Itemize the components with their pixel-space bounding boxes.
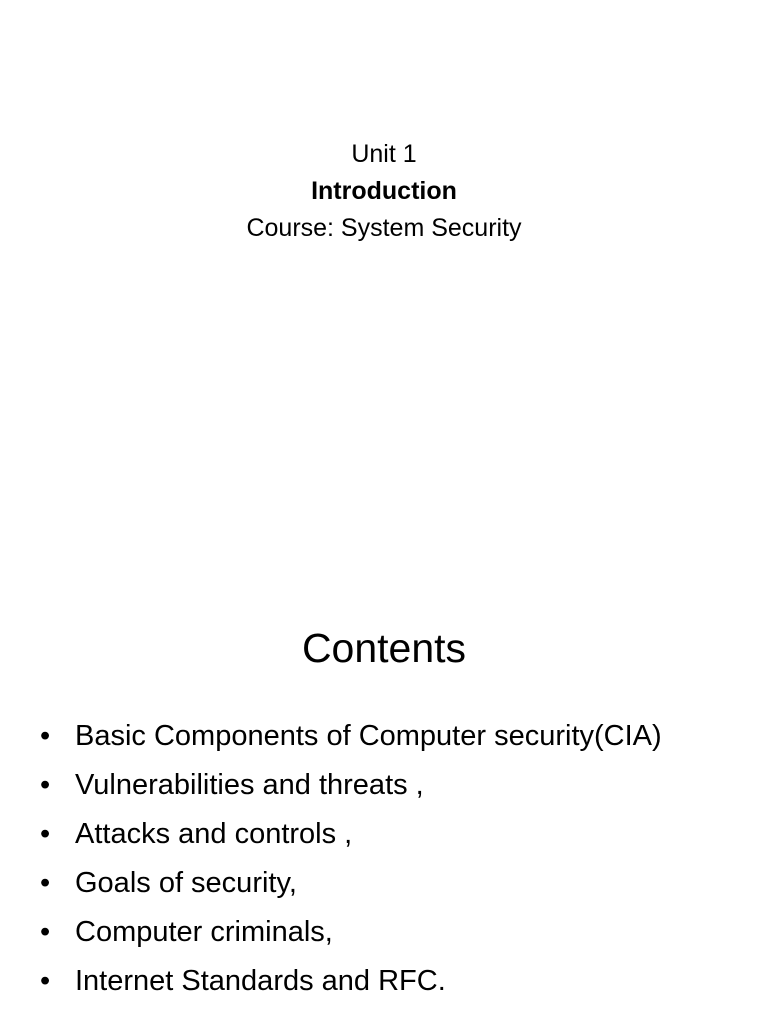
course-label: Course: System Security [246,214,522,242]
bullet-icon: • [40,916,51,948]
contents-list [40,712,760,1006]
list-item [40,810,760,859]
title-block [0,136,768,247]
contents-title: Contents [301,625,467,671]
list-item-text: Goals of security, [75,867,297,899]
bullet-icon: • [40,965,51,997]
list-item [40,957,760,1006]
bullet-icon: • [40,867,51,899]
list-item-text: Internet Standards and RFC. [75,965,446,997]
bullet-icon: • [40,769,51,801]
list-item-text: Attacks and controls , [75,818,353,850]
list-item-text: Computer criminals, [75,916,333,948]
slide-heading: Introduction [311,177,457,205]
bullet-icon: • [40,818,51,850]
list-item-text: Vulnerabilities and threats , [75,769,424,801]
list-item [40,761,760,810]
list-item [40,712,760,761]
list-item-text: Basic Components of Computer security(CIA) [75,720,662,752]
bullet-icon: • [40,720,51,752]
list-item [40,908,760,957]
list-item [40,859,760,908]
unit-label: Unit 1 [351,140,417,168]
